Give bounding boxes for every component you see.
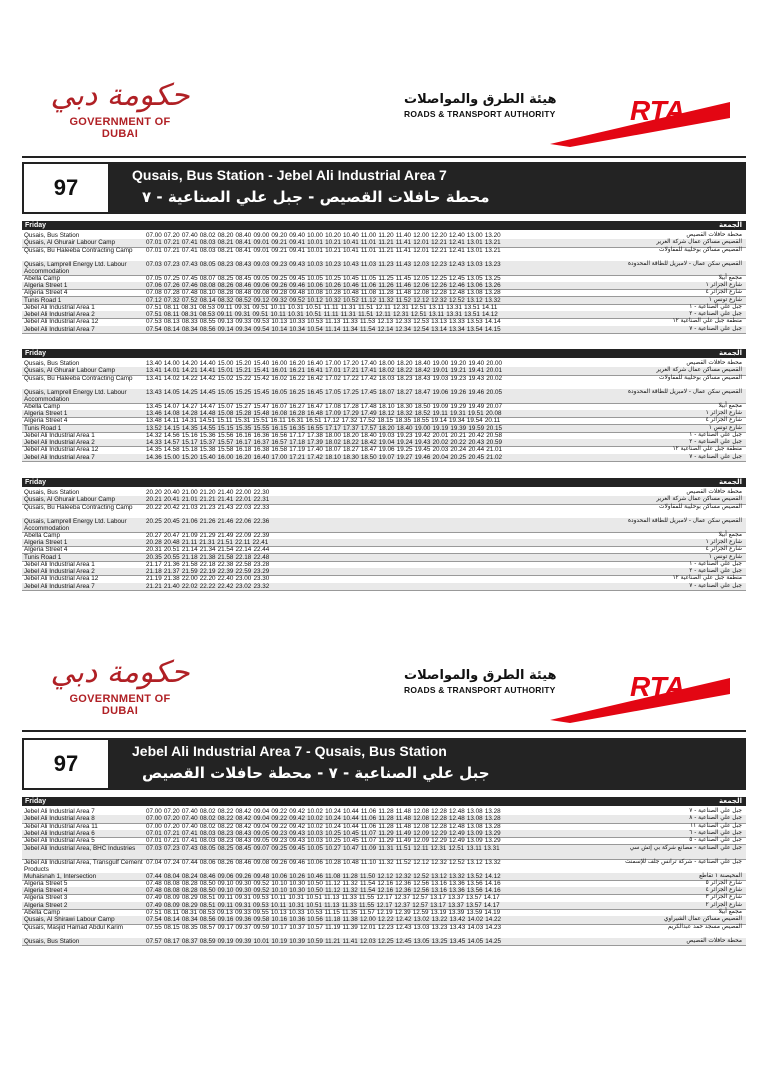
departure-times: 20.25 20.45 21.06 21.26 21.46 22.06 22.36 xyxy=(146,517,270,525)
stop-name-arabic: شارع الجزائر ١ xyxy=(705,281,742,288)
stop-name-arabic: القصيص سكن عمال - لامبريل للطاقة المحدودة xyxy=(628,260,742,267)
stop-name-arabic: جبل علي الصناعية - ٧ xyxy=(689,453,742,460)
stop-name-arabic: شارع الجزائر ٥ xyxy=(705,879,742,886)
rta-logo xyxy=(400,92,730,152)
table-row xyxy=(22,247,746,262)
stop-name: Abella Camp xyxy=(24,909,61,916)
stop-name: Muhaisnah 1, Intersection xyxy=(24,872,97,880)
departure-times: 07.57 08.17 08.37 08.59 09.19 09.39 10.01 10.19 10.39 10.59 11.21 11.41 12.03 12.25 12.45 13.05 13.25 13.45 14.05 14.25 xyxy=(146,937,502,945)
stop-name-arabic: شارع تونس ١ xyxy=(708,424,742,431)
stop-name-arabic: منطقة جبل علي الصناعية ١٢ xyxy=(672,575,742,582)
stop-name: Qusais, Bus Station xyxy=(24,360,80,367)
stop-name: Jebel Ali Industrial Area 12 xyxy=(24,318,99,326)
stop-name: Abella Camp xyxy=(24,402,61,410)
day-label-english: Friday xyxy=(25,479,47,486)
departure-times: 13.45 14.07 14.27 14.47 15.07 15.27 15.47 16.07 16.27 16.47 17.08 17.28 17.48 18.10 18.30 18.50 19.09 19.29 19.49 20.07 xyxy=(146,402,502,410)
stop-name: Abella Camp xyxy=(24,531,61,539)
day-label-arabic: الجمعة xyxy=(719,797,742,805)
stop-name-arabic: شارع الجزائر ٤ xyxy=(705,289,742,296)
stop-name: Algeria Street 1 xyxy=(24,281,68,289)
stop-name: Qusais, Bus Station xyxy=(24,489,80,496)
stop-name: Jebel Ali Industrial Area 2 xyxy=(24,568,95,576)
stop-name: Algeria Street 4 xyxy=(24,887,68,895)
stop-name-arabic: شارع الجزائر ٣ xyxy=(705,894,742,901)
day-label-arabic: الجمعة xyxy=(719,349,742,357)
stop-name: Jebel Ali Industrial Area 7 xyxy=(24,808,95,815)
day-label-arabic: الجمعة xyxy=(719,478,742,486)
stop-name: Jebel Ali Industrial Area 7 xyxy=(24,325,95,333)
stop-name: Jebel Ali Industrial Area 1 xyxy=(24,431,95,439)
table-row xyxy=(22,845,746,860)
route-title-arabic: محطة حافلات القصيص - جبل علي الصناعية - ٧ xyxy=(142,188,490,206)
route-title-english: Qusais, Bus Station - Jebel Ali Industrial Area 7 xyxy=(132,167,447,183)
departure-times: 07.03 07.23 07.43 08.05 08.23 08.43 09.03 09.23 09.43 10.03 10.23 10.43 11.03 11.23 11.43 12.03 12.23 12.43 13.03 13.23 xyxy=(146,260,501,268)
route-number: 97 xyxy=(53,175,79,200)
departure-times: 07.49 08.09 08.29 08.51 09.11 09.31 09.53 10.11 10.31 10.51 11.13 11.33 11.55 12.17 12.37 12.57 13.17 13.37 13.57 14.17 xyxy=(146,894,500,902)
departure-times: 07.54 08.14 08.34 08.56 09.16 09.36 09.58 10.16 10.36 10.56 11.18 11.38 12.00 12.22 12.42 13.02 13.22 13.42 14.02 14.22 xyxy=(146,916,502,924)
departure-times: 20.20 20.40 21.00 21.20 21.40 22.00 22.30 xyxy=(146,489,270,496)
departure-times: 21.19 21.38 22.00 22.20 22.40 23.00 23.30 xyxy=(146,575,270,583)
route-number-box xyxy=(22,162,110,214)
route-title-english: Jebel Ali Industrial Area 7 - Qusais, Bus Station xyxy=(132,743,447,759)
stop-name: Algeria Street 1 xyxy=(24,538,68,546)
stop-name-arabic: مجمع أبيلا xyxy=(718,531,742,538)
table-row xyxy=(22,583,746,591)
departure-times: 07.44 08.04 08.24 08.46 09.06 09.26 09.48 10.06 10.26 10.46 11.08 11.28 11.50 12.12 12.32 12.52 13.12 13.32 13.52 14.12 xyxy=(146,872,501,880)
departure-times: 07.05 07.25 07.45 08.07 08.25 08.45 09.05 09.25 09.45 10.05 10.25 10.45 11.05 11.25 11.45 12.05 12.25 12.45 13.05 13.25 xyxy=(146,274,501,282)
stop-name-arabic: القصيص مساكن عمال شركة الغرير xyxy=(656,239,742,246)
stop-name: Jebel Ali Industrial Area 12 xyxy=(24,446,99,454)
stop-name-arabic: شارع الجزائر ١ xyxy=(705,538,742,545)
stop-name: Algeria Street 2 xyxy=(24,901,68,909)
table-row xyxy=(22,938,746,946)
stop-name: Jebel Ali Industrial Area 2 xyxy=(24,439,95,447)
stop-name-arabic: محطة حافلات القصيص xyxy=(686,232,742,238)
table-row xyxy=(22,454,746,462)
route-number: 97 xyxy=(53,751,79,776)
stop-name-arabic: المحيصنة ١ تقاطع xyxy=(699,872,742,879)
table-row xyxy=(22,261,746,276)
stop-name-arabic: محطة حافلات القصيص xyxy=(686,489,742,495)
departure-times: 07.55 08.15 08.35 08.57 09.17 09.37 09.59 10.17 10.37 10.57 11.19 11.39 12.01 12.23 12.43 13.03 13.23 13.43 14.03 14.23 xyxy=(146,923,502,931)
stop-name: Algeria Street 4 xyxy=(24,546,68,554)
stop-name: Qusais, Al Shirawi Labour Camp xyxy=(24,916,115,924)
table-row xyxy=(22,326,746,334)
stop-name-arabic: جبل علي الصناعية - ٧ xyxy=(689,808,742,814)
stop-name: Algeria Street 4 xyxy=(24,289,68,297)
stop-name-arabic: القصيص مساكن بوحليبة للمقاولات xyxy=(659,246,742,253)
departure-times: 13.43 14.05 14.25 14.45 15.05 15.25 15.45 16.05 16.25 16.45 17.05 17.25 17.45 18.07 18.27 18.47 19.06 19.26 19.46 20.05 xyxy=(146,388,502,396)
day-label-english: Friday xyxy=(25,350,47,357)
departure-times: 07.08 07.28 07.48 08.10 08.28 08.48 09.08 09.28 09.48 10.08 10.28 10.48 11.08 11.28 11.48 12.08 12.28 12.48 13.08 13.28 xyxy=(146,289,501,297)
stop-name: Tunis Road 1 xyxy=(24,296,62,304)
departure-times: 07.49 08.09 08.29 08.51 09.11 09.31 09.53 10.11 10.31 10.51 11.13 11.33 11.55 12.17 12.37 12.57 13.17 13.37 13.57 14.17 xyxy=(146,901,500,909)
departure-times: 07.03 07.23 07.43 08.05 08.25 08.45 09.07 09.25 09.45 10.05 10.27 10.47 11.09 11.31 11.51 12.11 12.31 12.51 13.11 13.31 xyxy=(146,844,500,852)
stop-name: Qusais, Masjid Hamad Abdul Karim xyxy=(24,923,124,931)
stop-name: Jebel Ali Industrial Area 1 xyxy=(24,303,95,311)
stop-name-arabic: شارع تونس ١ xyxy=(708,296,742,303)
stop-name: Jebel Ali Industrial Area 12 xyxy=(24,575,99,583)
stop-name: Qusais, Bu Haleeba Contracting Camp xyxy=(24,374,133,382)
rta-name-arabic: هيئة الطرق والمواصلات xyxy=(404,92,557,107)
departure-times: 07.51 08.11 08.31 08.53 09.11 09.31 09.51 10.11 10.31 10.51 11.11 11.31 11.51 12.11 12.31 12.51 13.11 13.31 13.51 14.11 xyxy=(146,303,498,311)
stop-name: Qusais, Lamprell Energy Ltd. Labour Accommodation xyxy=(24,260,127,275)
stop-name: Tunis Road 1 xyxy=(24,553,62,561)
stop-name: Jebel Ali Industrial Area 6 xyxy=(24,829,95,837)
departure-times: 20.35 20.55 21.18 21.38 21.58 22.18 22.48 xyxy=(146,553,270,561)
stop-name: Jebel Ali Industrial Area 11 xyxy=(24,822,98,830)
day-label-arabic: الجمعة xyxy=(719,221,742,229)
departure-times: 07.06 07.26 07.46 08.08 08.26 08.46 09.06 09.26 09.46 10.06 10.26 10.46 11.06 11.26 11.46 12.06 12.26 12.46 13.06 13.26 xyxy=(146,281,501,289)
departure-times: 07.00 07.20 07.40 08.02 08.22 08.42 09.04 09.22 09.42 10.02 10.24 10.44 11.06 11.28 11.48 12.08 12.28 12.48 13.08 13.28 xyxy=(146,808,501,815)
day-label-english: Friday xyxy=(25,222,47,229)
day-header-bar xyxy=(22,221,746,230)
stop-name: Qusais, Bus Station xyxy=(24,937,80,945)
departure-times: 07.54 08.14 08.34 08.56 09.14 09.34 09.54 10.14 10.34 10.54 11.14 11.34 11.54 12.14 12.34 12.54 13.14 13.34 13.54 14.15 xyxy=(146,325,501,333)
rta-logo-text: RTA xyxy=(630,671,685,702)
stop-name-arabic: محطة حافلات القصيص xyxy=(686,360,742,366)
stop-name-arabic: جبل علي الصناعية - ١ xyxy=(689,431,742,438)
departure-times: 13.41 14.02 14.22 14.42 15.02 15.22 15.42 16.02 16.22 16.42 17.02 17.22 17.42 18.03 18.23 18.43 19.03 19.23 19.43 20.02 xyxy=(146,374,502,382)
stop-name: Jebel Ali Industrial Area 7 xyxy=(24,582,95,590)
stop-name: Qusais, Al Ghurair Labour Camp xyxy=(24,367,115,375)
stop-name-arabic: القصيص مساكن عمال شركة الغرير xyxy=(656,496,742,503)
stop-name-arabic: شارع الجزائر ١ xyxy=(705,409,742,416)
stop-name-arabic: جبل علي الصناعية - ٧ xyxy=(689,325,742,332)
stop-name: Qusais, Bu Haleeba Contracting Camp xyxy=(24,503,133,511)
departure-times: 20.31 20.51 21.14 21.34 21.54 22.14 22.44 xyxy=(146,546,270,554)
stop-name: Qusais, Al Ghurair Labour Camp xyxy=(24,239,115,247)
stop-name: Jebel Ali Industrial Area 2 xyxy=(24,311,95,319)
departure-times: 14.35 14.58 15.18 15.38 15.58 16.18 16.38 16.58 17.19 17.40 18.07 18.27 18.47 19.06 19.25 19.45 20.03 20.24 20.44 21.01 xyxy=(146,446,502,454)
stop-name-arabic: القصيص مساكن عمال الشيراوي xyxy=(663,916,742,923)
stop-name-arabic: القصيص مساكن بوحليبة للمقاولات xyxy=(659,374,742,381)
stop-name-arabic: منطقة جبل علي الصناعية ١٢ xyxy=(672,446,742,453)
stop-name-arabic: جبل علي الصناعية - ٢ xyxy=(689,568,742,575)
gov-logo-english: GOVERNMENT OF DUBAI xyxy=(69,693,171,717)
stop-name: Algeria Street 1 xyxy=(24,409,68,417)
stop-name-arabic: جبل علي الصناعية - ٨ xyxy=(689,815,742,822)
stop-name-arabic: جبل علي الصناعية - مصانع شركة بي إتش سي xyxy=(629,844,742,851)
departure-times: 21.21 21.40 22.02 22.22 22.42 23.02 23.32 xyxy=(146,582,270,590)
departure-times: 07.51 08.11 08.31 08.53 09.11 09.31 09.51 10.11 10.31 10.51 11.11 11.31 11.51 12.11 12.31 12.51 13.11 13.31 13.51 14.12 xyxy=(146,311,498,319)
stop-name: Qusais, Bus Station xyxy=(24,232,80,239)
table-row xyxy=(22,518,746,533)
departure-times: 20.27 20.47 21.09 21.29 21.49 22.09 22.39 xyxy=(146,531,270,539)
stop-name-arabic: شارع تونس ١ xyxy=(708,553,742,560)
stop-name-arabic: شارع الجزائر ٤ xyxy=(705,887,742,894)
table-row xyxy=(22,389,746,404)
government-of-dubai-logo xyxy=(50,78,190,140)
route-title-arabic: جبل علي الصناعية - ٧ - محطة حافلات القصيص xyxy=(142,764,490,782)
stop-name: Qusais, Lamprell Energy Ltd. Labour Accommodation xyxy=(24,388,127,403)
departure-times: 21.17 21.36 21.58 22.18 22.38 22.58 23.28 xyxy=(146,560,270,568)
departure-times: 07.01 07.21 07.41 08.03 08.23 08.43 09.05 09.23 09.43 10.03 10.25 10.45 11.07 11.29 11.49 12.09 12.29 12.49 13.09 13.29 xyxy=(146,829,501,837)
header-rule xyxy=(22,730,746,732)
route-title-band xyxy=(110,738,746,790)
day-label-english: Friday xyxy=(25,798,47,805)
stop-name-arabic: القصيص مساكن عمال شركة الغرير xyxy=(656,367,742,374)
departure-times: 14.32 14.56 15.16 15.36 15.56 16.16 16.36 16.56 17.17 17.38 18.00 18.20 18.40 19.03 19.23 19.42 20.01 20.21 20.42 20.58 xyxy=(146,431,502,439)
stop-name-arabic: مجمع أبيلا xyxy=(718,909,742,915)
stop-name: Jebel Ali Industrial Area, Transgulf Cement Products xyxy=(24,858,143,873)
stop-name: Qusais, Bu Haleeba Contracting Camp xyxy=(24,246,133,254)
table-row xyxy=(22,859,746,874)
stop-name-arabic: القصيص مساكن بوحليبة للمقاولات xyxy=(659,503,742,510)
stop-name-arabic: جبل علي الصناعية - ٦ xyxy=(689,829,742,836)
departure-times: 07.51 08.11 08.31 08.53 09.13 09.33 09.55 10.13 10.33 10.53 11.15 11.35 11.57 12.19 12.39 12.59 13.19 13.39 13.59 14.19 xyxy=(146,909,501,916)
departure-times: 07.00 07.20 07.40 08.02 08.22 08.42 09.04 09.22 09.42 10.02 10.24 10.44 11.06 11.28 11.48 12.08 12.28 12.48 13.08 13.28 xyxy=(146,815,501,823)
departure-times: 13.48 14.11 14.31 14.51 15.11 15.31 15.51 16.11 16.31 16.51 17.12 17.32 17.52 18.15 18.35 18.55 19.14 19.34 19.54 20.11 xyxy=(146,417,501,425)
stop-name: Qusais, Lamprell Energy Ltd. Labour Accommodation xyxy=(24,517,127,532)
stop-name-arabic: شارع الجزائر ٤ xyxy=(705,546,742,553)
stop-name: Abella Camp xyxy=(24,274,61,282)
stop-name-arabic: محطة حافلات القصيص xyxy=(686,937,742,944)
stop-name: Jebel Ali Industrial Area 7 xyxy=(24,453,95,461)
departure-times: 13.52 14.15 14.35 14.55 15.15 15.35 15.55 16.15 16.35 16.55 17.17 17.37 17.57 18.20 18.40 19.00 19.19 19.39 19.59 20.15 xyxy=(146,424,502,432)
stop-name: Tunis Road 1 xyxy=(24,424,62,432)
stop-name-arabic: جبل علي الصناعية - ٧ xyxy=(689,582,742,589)
stop-name: Qusais, Al Ghurair Labour Camp xyxy=(24,496,115,504)
rta-name-arabic: هيئة الطرق والمواصلات xyxy=(404,668,557,683)
departure-times: 13.46 14.08 14.28 14.48 15.08 15.28 15.48 16.08 16.28 16.48 17.09 17.29 17.49 18.12 18.32 18.52 19.11 19.31 19.51 20.08 xyxy=(146,409,502,417)
departure-times: 07.00 07.20 07.40 08.02 08.20 08.40 09.00 09.20 09.40 10.00 10.20 10.40 11.00 11.20 11.40 12.00 12.20 12.40 13.00 13.20 xyxy=(146,232,501,239)
departure-times: 07.01 07.21 07.41 08.03 08.23 08.43 09.05 09.23 09.43 10.03 10.25 10.45 11.07 11.29 11.49 12.09 12.29 12.49 13.09 13.29 xyxy=(146,837,501,845)
stop-name-arabic: جبل علي الصناعية ١١ xyxy=(690,822,742,829)
rta-name-english: ROADS & TRANSPORT AUTHORITY xyxy=(404,685,556,695)
day-header-bar xyxy=(22,797,746,806)
table-row xyxy=(22,924,746,939)
government-of-dubai-logo xyxy=(50,655,190,717)
departure-times: 07.04 07.24 07.44 08.06 08.26 08.46 09.08 09.26 09.46 10.06 10.28 10.48 11.10 11.32 11.52 12.12 12.32 12.52 13.12 13.32 xyxy=(146,858,501,866)
stop-name-arabic: جبل علي الصناعية - ٢ xyxy=(689,439,742,446)
stop-name: Algeria Street 5 xyxy=(24,879,68,887)
gov-logo-arabic: حكومة دبي xyxy=(50,655,190,690)
stop-name-arabic: شارع الجزائر ٢ xyxy=(705,901,742,908)
gov-logo-english: GOVERNMENT OF DUBAI xyxy=(69,116,171,140)
stop-name: Algeria Street 4 xyxy=(24,417,68,425)
stop-name-arabic: القصيص مسجد حمد عبدالكريم xyxy=(667,923,742,930)
stop-name-arabic: جبل علي الصناعية - ١ xyxy=(689,303,742,310)
departure-times: 14.36 15.00 15.20 15.40 16.00 16.20 16.40 17.00 17.21 17.42 18.10 18.30 18.50 19.07 19.27 19.46 20.04 20.25 20.45 21.02 xyxy=(146,453,502,461)
departure-times: 07.00 07.20 07.40 08.02 08.22 08.42 09.04 09.22 09.42 10.02 10.24 10.44 11.06 11.28 11.48 12.08 12.28 12.48 13.08 13.28 xyxy=(146,822,501,830)
departure-times: 20.22 20.42 21.03 21.23 21.43 22.03 22.33 xyxy=(146,503,270,511)
stop-name-arabic: جبل علي الصناعية - ١ xyxy=(689,560,742,567)
table-row xyxy=(22,375,746,390)
stop-name: Jebel Ali Industrial Area 1 xyxy=(24,560,95,568)
stop-name-arabic: جبل علي الصناعية - شركة ترانس جلف للإسمنت xyxy=(625,858,742,865)
stop-name-arabic: مجمع أبيلا xyxy=(718,402,742,409)
stop-name: Jebel Ali Industrial Area 5 xyxy=(24,837,95,845)
departure-times: 07.48 08.08 08.28 08.50 09.10 09.30 09.52 10.10 10.30 10.50 11.12 11.32 11.54 12.16 12.36 12.56 13.16 13.36 13.56 14.16 xyxy=(146,887,501,895)
departure-times: 07.53 08.13 08.33 08.55 09.13 09.33 09.53 10.13 10.33 10.53 11.13 11.33 11.53 12.13 12.33 12.53 13.13 13.33 13.53 14.14 xyxy=(146,318,501,326)
stop-name-arabic: جبل علي الصناعية - ٥ xyxy=(689,837,742,844)
departure-times: 07.48 08.08 08.28 08.50 09.10 09.30 09.52 10.10 10.30 10.50 11.12 11.32 11.54 12.16 12.36 12.56 13.16 13.36 13.56 14.16 xyxy=(146,879,501,887)
departure-times: 13.40 14.00 14.20 14.40 15.00 15.20 15.40 16.00 16.20 16.40 17.00 17.20 17.40 18.00 18.20 18.40 19.00 19.20 19.40 20.00 xyxy=(146,360,502,367)
day-header-bar xyxy=(22,349,746,358)
rta-logo xyxy=(400,668,730,728)
stop-name-arabic: جبل علي الصناعية - ٢ xyxy=(689,311,742,318)
stop-name: Jebel Ali Industrial Area 8 xyxy=(24,815,95,823)
departure-times: 07.01 07.21 07.41 08.03 08.21 08.41 09.01 09.21 09.41 10.01 10.21 10.41 11.01 11.21 11.41 12.01 12.21 12.41 13.01 13.21 xyxy=(146,246,501,254)
route-number-box xyxy=(22,738,110,790)
departure-times: 21.18 21.37 21.59 22.19 22.39 22.59 23.29 xyxy=(146,568,270,576)
departure-times: 14.33 14.57 15.17 15.37 15.57 16.17 16.37 16.57 17.18 17.39 18.02 18.22 18.42 19.04 19.24 19.43 20.02 20.22 20.43 20.59 xyxy=(146,439,502,447)
departure-times: 07.12 07.32 07.52 08.14 08.32 08.52 09.12 09.32 09.52 10.12 10.32 10.52 11.12 11.32 11.52 12.12 12.32 12.52 13.12 13.32 xyxy=(146,296,501,304)
stop-name-arabic: القصيص سكن عمال - لامبريل للطاقة المحدودة xyxy=(628,388,742,395)
stop-name-arabic: القصيص سكن عمال - لامبريل للطاقة المحدودة xyxy=(628,517,742,524)
stop-name-arabic: منطقة جبل علي الصناعية ١٢ xyxy=(672,318,742,325)
table-row xyxy=(22,504,746,519)
header-rule xyxy=(22,156,746,158)
day-header-bar xyxy=(22,478,746,487)
rta-logo-text: RTA xyxy=(630,95,685,126)
stop-name: Jebel Ali Industrial Area, BHC Industries xyxy=(24,844,136,852)
stop-name: Algeria Street 3 xyxy=(24,894,68,902)
route-title-band xyxy=(110,162,746,214)
stop-name-arabic: شارع الجزائر ٤ xyxy=(705,417,742,424)
departure-times: 13.41 14.01 14.21 14.41 15.01 15.21 15.41 16.01 16.21 16.41 17.01 17.21 17.41 18.02 18.22 18.42 19.01 19.21 19.41 20.01 xyxy=(146,367,502,375)
gov-logo-arabic: حكومة دبي xyxy=(50,78,190,113)
rta-name-english: ROADS & TRANSPORT AUTHORITY xyxy=(404,109,556,119)
departure-times: 20.21 20.41 21.01 21.21 21.41 22.01 22.31 xyxy=(146,496,270,504)
departure-times: 20.28 20.48 21.11 21.31 21.51 22.11 22.41 xyxy=(146,538,269,546)
stop-name-arabic: مجمع أبيلا xyxy=(718,274,742,281)
departure-times: 07.01 07.21 07.41 08.03 08.21 08.41 09.01 09.21 09.41 10.01 10.21 10.41 11.01 11.21 11.41 12.01 12.21 12.41 13.01 13.21 xyxy=(146,239,501,247)
